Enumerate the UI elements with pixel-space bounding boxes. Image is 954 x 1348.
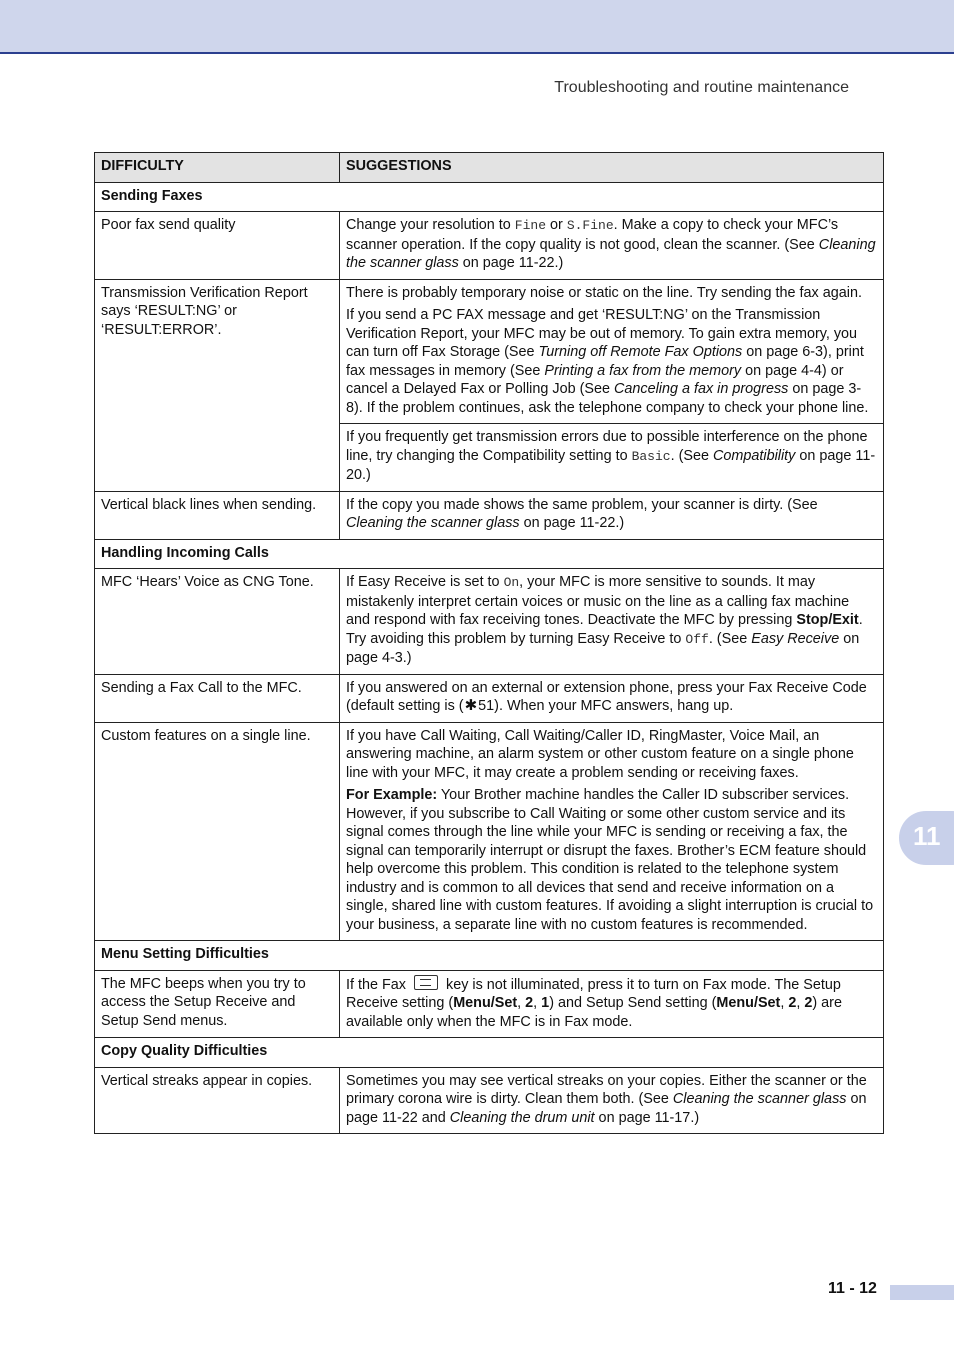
example-label: For Example: [346,787,438,803]
suggestion-cell [340,1067,884,1134]
cross-reference: Compatibility [713,447,796,464]
difficulty-cell: Custom features on a single line. [95,722,340,941]
suggestion-cell [340,970,884,1038]
text-run: , your MFC is more sensitive to sounds. It may mistakenly interpret certain voices or music on the line as a calling fax machine and respond with fax receiving tones. Deactivate the MFC by pressing [346,574,850,628]
text-run: on page 11-22 and [346,1091,867,1126]
difficulty-cell: Vertical streaks appear in copies. [95,1067,340,1134]
key-name: 1 [541,995,550,1011]
text-run: on page 4-3.) [346,630,860,666]
suggestion-cell [340,569,884,675]
table-row [95,212,884,280]
text-run: 51). When your MFC answers, hang up. [478,698,734,714]
lcd-text: Basic [631,448,671,464]
section-incoming-calls: Handling Incoming Calls [95,539,884,569]
section-row [95,941,884,971]
suggestion-text [346,216,877,273]
table-row [95,491,884,539]
text-run: . (See [708,630,752,647]
chapter-tab [899,811,954,865]
text-run: ) are available only when the MFC is in Fax mode. [346,995,842,1030]
suggestion-text [346,679,877,716]
cross-reference: Cleaning the scanner glass [346,236,876,271]
cross-reference: Cleaning the drum unit [449,1109,595,1126]
text-run: , [796,995,805,1011]
text-run: ) and Setup Send setting ( [549,995,717,1011]
cross-reference: Easy Receive [751,630,840,647]
text-run: on page 11-20.) [346,447,876,483]
text-run: . Try avoiding this problem by turning Easy Receive to [346,612,863,647]
table-row [95,722,884,941]
table-row [95,569,884,675]
text-run: Your Brother machine handles the Caller ID subscriber services. However, if you subscribe to Call Waiting or some other custom service and its signal comes through the line while your MFC is sending or receiving a fax, the signal can temporarily interrupt or disrupt the faxes. Brother’s ECM feature should help overcome this problem. This condition is related to the telephone system industry and is common to all devices that send and receive information on a single, shared line with custom features. If avoiding a slight interruption is crucial to your business, a separate line with no custom features is recommended. [346,787,874,933]
cross-reference: Cleaning the scanner glass [346,515,520,531]
text-run: . Make a copy to check your MFC’s scanner operation. If the copy quality is not good, clean the scanner. (See [346,217,839,253]
lcd-text: Fine [514,218,547,233]
difficulty-cell: The MFC beeps when you try to access the Setup Receive and Setup Send menus. [95,970,340,1038]
lcd-text: S.Fine [566,218,614,233]
text-run: Sometimes you may see vertical streaks on your copies. Either the scanner or the primary corona wire is dirty. Clean them both. (See [346,1072,867,1107]
difficulty-cell: Poor fax send quality [95,212,340,280]
text-run: If the Fax [346,976,410,993]
chapter-number: 11 [913,821,941,851]
column-header-suggestions: SUGGESTIONS [340,153,884,183]
suggestion-cell [340,491,884,539]
top-header-band [0,0,954,54]
text-run: If the copy you made shows the same problem, your scanner is dirty. (See [346,496,818,513]
text-run: , [533,995,542,1011]
page-number: 11 - 12 [828,1280,877,1297]
footer-bar [890,1285,954,1300]
text-run: , [780,995,789,1011]
section-row [95,182,884,212]
table-header-row [95,153,884,183]
star-key-icon: ✱ [464,697,478,714]
running-header: Troubleshooting and routine maintenance [554,79,849,96]
suggestion-text [346,306,877,417]
cross-reference: Cleaning the scanner glass [672,1091,847,1107]
text-run: on page 11-22.) [458,255,564,271]
key-name: 2 [525,995,534,1011]
text-run: on page 4-4) or cancel a Delayed Fax or Polling Job (See [346,362,844,397]
key-name: 2 [804,995,813,1011]
suggestion-text [346,428,877,485]
text-run: If you frequently get transmission errors due to possible interference on the phone line, try changing the Compatibility setting to [346,429,868,464]
fax-key-icon [414,975,438,990]
text-run: on page 11-17.) [594,1109,700,1126]
section-sending-faxes: Sending Faxes [95,182,884,212]
suggestion-cell [340,212,884,280]
difficulty-cell: Vertical black lines when sending. [95,491,340,539]
text-run: If you send a PC FAX message and get ‘RESULT:NG’ on the Transmission Verification Report, your MFC may be out of memory. To gain extra memory, you can turn off Fax Storage (See [346,307,858,360]
suggestion-text: There is probably temporary noise or static on the line. Try sending the fax again. [346,284,862,301]
key-name: Menu/Set [716,995,781,1011]
section-copy-quality: Copy Quality Difficulties [95,1038,884,1068]
key-name: Menu/Set [453,995,518,1011]
text-run: on page 11-22.) [519,515,625,531]
lcd-text: On [503,575,520,590]
table-row [95,674,884,722]
table-row [95,1067,884,1134]
cross-reference: Canceling a fax in progress [613,381,789,397]
difficulty-cell: Transmission Verification Report says ‘RESULT:NG’ or ‘RESULT:ERROR’. [95,279,340,491]
key-name: Stop/Exit [796,612,859,628]
difficulty-cell: MFC ‘Hears’ Voice as CNG Tone. [95,569,340,675]
key-name: 2 [788,995,797,1011]
suggestion-text [346,573,877,668]
text-run: on page 3-8). If the problem continues, ask the telephone company to check your phone line. [346,381,869,416]
text-run: If Easy Receive is set to [346,574,504,590]
suggestion-cell [340,722,884,941]
section-row [95,539,884,569]
suggestion-text [346,786,877,934]
suggestion-cell [340,424,884,492]
text-run: If you answered on an external or extension phone, press your Fax Receive Code (default setting is ( [346,679,867,714]
suggestion-text [346,975,877,1032]
table-row [95,279,884,424]
cross-reference: Printing a fax from the memory [544,362,742,379]
column-header-difficulty: DIFFICULTY [95,153,340,183]
text-run: Change your resolution to [346,217,515,233]
suggestion-text [346,1072,877,1128]
cross-reference: Turning off Remote Fax Options [538,344,743,360]
table-row [95,970,884,1038]
suggestion-cell [340,674,884,722]
text-run: , [517,995,526,1011]
section-menu-setting: Menu Setting Difficulties [95,941,884,971]
text-run: or [546,217,567,233]
lcd-text: Off [685,631,709,647]
text-run: on page 6-3), print fax messages in memory (See [346,344,864,379]
text-run: key is not illuminated, press it to turn on Fax mode. The Setup Receive setting ( [346,976,841,1011]
troubleshooting-table [94,152,884,1134]
section-row [95,1038,884,1068]
suggestion-text: If you have Call Waiting, Call Waiting/Caller ID, RingMaster, Voice Mail, an answering machine, an alarm system or other custom feature on a single phone line with your MFC, it may create a problem sending or receiving faxes. [346,727,854,781]
text-run: . (See [670,447,713,464]
suggestion-text [346,496,877,533]
suggestion-cell [340,279,884,424]
difficulty-cell: Sending a Fax Call to the MFC. [95,674,340,722]
